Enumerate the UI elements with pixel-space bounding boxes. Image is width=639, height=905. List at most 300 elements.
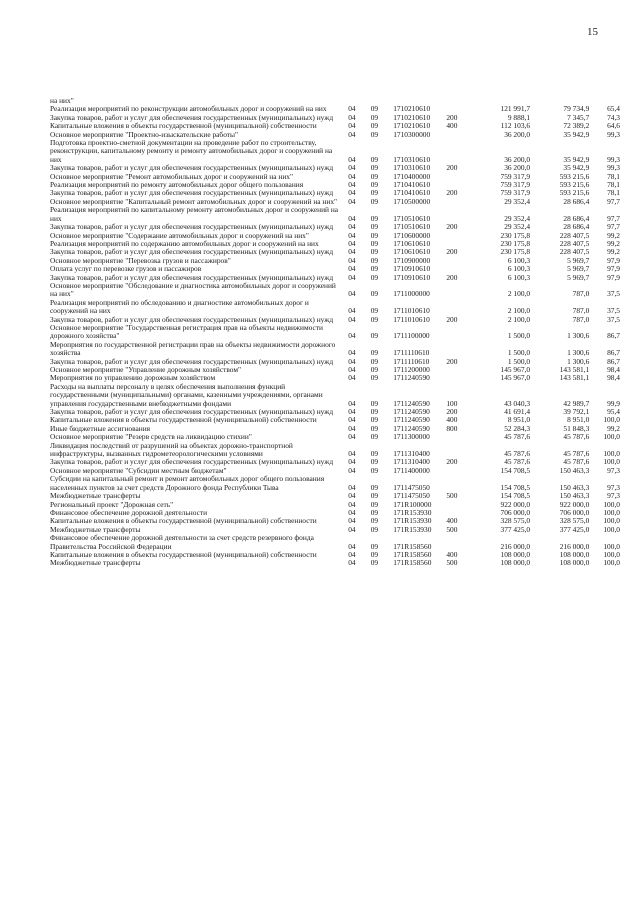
row-target-article-code: 1711110610 bbox=[393, 356, 430, 366]
row-expense-type-code: 200 bbox=[446, 222, 458, 232]
row-planned-amount: 154 708,5 bbox=[500, 491, 531, 501]
row-subsection-code: 09 bbox=[370, 482, 379, 492]
row-planned-amount: 230 175,8 bbox=[500, 238, 531, 248]
row-description: Закупка товаров, работ и услуг для обеспечения государственных (муниципальных) нужд bbox=[50, 272, 334, 282]
row-execution-percent: 98,4 bbox=[607, 373, 620, 383]
row-execution-percent: 97,7 bbox=[607, 196, 620, 206]
row-execution-percent: 100,0 bbox=[603, 449, 620, 459]
row-section-code: 04 bbox=[348, 491, 356, 501]
row-section-code: 04 bbox=[348, 373, 356, 383]
row-subsection-code: 09 bbox=[370, 365, 379, 374]
row-subsection-code: 09 bbox=[370, 222, 379, 232]
table-row bbox=[50, 299, 620, 316]
row-target-article-code: 1710500000 bbox=[393, 196, 431, 206]
row-executed-amount: 787,0 bbox=[572, 314, 590, 324]
row-planned-amount: 8 951,0 bbox=[507, 415, 531, 425]
row-executed-amount: 787,0 bbox=[572, 306, 590, 316]
row-description: Иные бюджетные ассигнования bbox=[50, 423, 151, 433]
row-target-article-code: 1710610610 bbox=[393, 247, 431, 257]
row-expense-type-code: 400 bbox=[446, 516, 458, 526]
row-subsection-code: 09 bbox=[370, 230, 379, 240]
row-description: Капитальные вложения в объекты государственной (муниципальной) собственности bbox=[50, 549, 317, 559]
row-execution-percent: 100,0 bbox=[603, 516, 620, 526]
row-subsection-code: 09 bbox=[370, 356, 379, 366]
row-section-code: 04 bbox=[348, 507, 356, 517]
row-executed-amount: 150 463,3 bbox=[559, 491, 590, 501]
row-planned-amount: 145 967,0 bbox=[500, 373, 531, 383]
row-target-article-code: 1711310400 bbox=[393, 449, 430, 459]
row-target-article-code: 1711110610 bbox=[393, 348, 430, 358]
row-subsection-code: 09 bbox=[370, 264, 379, 274]
row-expense-type-code: 200 bbox=[446, 272, 458, 282]
row-description: Закупка товаров, работ и услуг для обеспечения государственных (муниципальных) нужд bbox=[50, 222, 334, 232]
row-section-code: 04 bbox=[348, 331, 356, 341]
row-executed-amount: 45 787,6 bbox=[563, 457, 590, 467]
row-target-article-code: 1711475050 bbox=[393, 491, 430, 501]
row-expense-type-code bbox=[446, 299, 471, 316]
row-description: Капитальные вложения в объекты государственной (муниципальной) собственности bbox=[50, 415, 317, 425]
row-planned-amount: 230 175,8 bbox=[500, 230, 531, 240]
row-expense-type-code bbox=[446, 433, 471, 441]
table-row bbox=[50, 341, 620, 358]
row-executed-amount: 1 300,6 bbox=[567, 331, 590, 341]
row-section-code: 04 bbox=[348, 272, 356, 282]
row-planned-amount: 2 100,0 bbox=[507, 314, 531, 324]
row-planned-amount: 43 040,3 bbox=[504, 398, 531, 408]
row-description: Капитальные вложения в объекты государственной (муниципальной) собственности bbox=[50, 121, 317, 131]
row-expense-type-code: 200 bbox=[446, 247, 458, 257]
row-planned-amount: 216 000,0 bbox=[500, 541, 531, 551]
row-planned-amount: 759 317,9 bbox=[500, 180, 531, 190]
row-subsection-code: 09 bbox=[370, 423, 379, 433]
row-execution-percent: 97,7 bbox=[607, 222, 620, 232]
row-description: Закупка товаров, работ и услуг для обеспечения государственных (муниципальных) нужд bbox=[50, 188, 334, 198]
row-section-code: 04 bbox=[348, 516, 356, 526]
row-executed-amount: 108 000,0 bbox=[559, 558, 590, 568]
row-subsection-code: 09 bbox=[370, 289, 379, 299]
row-description: Закупка товаров, работ и услуг для обеспечения государственных (муниципальных) нужд bbox=[50, 247, 334, 257]
row-planned-amount: 2 100,0 bbox=[507, 306, 531, 316]
row-description: Основное мероприятие "Управление дорожным хозяйством" bbox=[50, 365, 242, 374]
row-subsection-code: 09 bbox=[370, 306, 379, 316]
row-planned-amount: 377 425,0 bbox=[500, 524, 531, 534]
row-planned-amount: 706 000,0 bbox=[500, 507, 531, 517]
row-expense-type-code: 200 bbox=[446, 112, 458, 122]
row-subsection-code: 09 bbox=[370, 331, 379, 341]
row-executed-amount: 35 942,9 bbox=[563, 129, 590, 139]
row-executed-amount: 593 215,6 bbox=[559, 171, 590, 181]
row-planned-amount: 6 100,3 bbox=[507, 264, 531, 274]
table-row bbox=[50, 383, 620, 408]
row-subsection-code: 09 bbox=[370, 188, 379, 198]
row-section-code: 04 bbox=[348, 247, 356, 257]
row-executed-amount: 593 215,6 bbox=[559, 180, 590, 190]
row-section-code: 04 bbox=[348, 306, 356, 316]
row-expense-type-code: 500 bbox=[446, 558, 458, 568]
row-subsection-code: 09 bbox=[370, 516, 379, 526]
row-expense-type-code bbox=[446, 173, 471, 181]
row-target-article-code: 1710510610 bbox=[393, 213, 431, 223]
row-execution-percent: 100,0 bbox=[603, 507, 620, 517]
row-target-article-code: 1710310610 bbox=[393, 154, 431, 164]
row-section-code: 04 bbox=[348, 465, 356, 475]
row-section-code: 04 bbox=[348, 356, 356, 366]
row-subsection-code: 09 bbox=[370, 558, 379, 568]
row-executed-amount: 216 000,0 bbox=[559, 541, 590, 551]
row-expense-type-code: 500 bbox=[446, 524, 458, 534]
row-section-code: 04 bbox=[348, 398, 356, 408]
row-executed-amount: 28 686,4 bbox=[563, 222, 590, 232]
row-executed-amount: 35 942,9 bbox=[563, 163, 590, 173]
row-expense-type-code bbox=[446, 534, 471, 551]
row-planned-amount: 1 500,0 bbox=[507, 356, 531, 366]
row-target-article-code: 1710910610 bbox=[393, 264, 431, 274]
row-description: Основное мероприятие "Обследование и диагностика автомобильных дорог и сооружений на них" bbox=[50, 280, 336, 299]
row-execution-percent: 74,3 bbox=[607, 112, 620, 122]
row-expense-type-code bbox=[446, 206, 471, 223]
row-target-article-code: 1710600000 bbox=[393, 230, 431, 240]
row-execution-percent: 64,6 bbox=[607, 121, 620, 131]
row-execution-percent: 97,3 bbox=[607, 491, 620, 501]
row-planned-amount: 29 352,4 bbox=[504, 213, 531, 223]
row-target-article-code: 1710210610 bbox=[393, 104, 431, 114]
row-subsection-code: 09 bbox=[370, 213, 379, 223]
row-expense-type-code bbox=[446, 198, 471, 206]
row-execution-percent: 100,0 bbox=[603, 558, 620, 568]
row-target-article-code: 1710610610 bbox=[393, 238, 431, 248]
row-planned-amount: 41 691,4 bbox=[504, 407, 531, 417]
row-section-code: 04 bbox=[348, 188, 356, 198]
row-section-code: 04 bbox=[348, 499, 356, 509]
row-execution-percent: 100,0 bbox=[603, 415, 620, 425]
budget-table bbox=[50, 97, 620, 568]
row-expense-type-code bbox=[446, 442, 471, 459]
row-executed-amount: 377 425,0 bbox=[559, 524, 590, 534]
row-subsection-code: 09 bbox=[370, 272, 379, 282]
row-target-article-code: 1710910610 bbox=[393, 272, 431, 282]
row-description: Ликвидация последствий от разрушений на объектах дорожно-транспортной инфраструктуры, вызванных гидрометеорологическими условиями bbox=[50, 440, 293, 459]
row-description: Межбюджетные трансферты bbox=[50, 491, 141, 501]
row-description: Реализация мероприятий по содержанию автомобильных дорог и сооружений на них bbox=[50, 238, 319, 248]
row-target-article-code: 171R153930 bbox=[393, 516, 432, 526]
row-description: Субсидии на капитальный ремонт и ремонт автомобильных дорог общего пользования населенных пунктов за счет средств Дорожного фонда Республики Тыва bbox=[50, 474, 325, 492]
row-expense-type-code bbox=[446, 324, 471, 341]
row-description: Основное мероприятие "Государственная регистрация прав на объекты недвижимости дорожного хозяйства" bbox=[50, 322, 324, 341]
row-section-code: 04 bbox=[348, 129, 356, 139]
row-planned-amount: 2 100,0 bbox=[507, 289, 531, 299]
row-target-article-code: 1710400000 bbox=[393, 171, 431, 181]
row-execution-percent: 37,5 bbox=[607, 289, 620, 299]
table-row bbox=[50, 282, 620, 299]
row-section-code: 04 bbox=[348, 365, 356, 374]
row-planned-amount: 6 100,3 bbox=[507, 255, 531, 265]
row-description: Основное мероприятие "Содержание автомобильных дорог и сооружений на них" bbox=[50, 230, 309, 240]
row-description: Капитальные вложения в объекты государственной (муниципальной) собственности bbox=[50, 516, 317, 526]
row-section-code: 04 bbox=[348, 558, 356, 568]
row-execution-percent: 78,1 bbox=[607, 171, 620, 181]
row-expense-type-code bbox=[446, 467, 471, 475]
row-section-code: 04 bbox=[348, 423, 356, 433]
row-execution-percent: 86,7 bbox=[607, 348, 620, 358]
row-executed-amount: 51 848,3 bbox=[563, 423, 590, 433]
row-executed-amount: 328 575,0 bbox=[559, 516, 590, 526]
row-subsection-code: 09 bbox=[370, 398, 379, 408]
row-expense-type-code bbox=[446, 341, 471, 358]
row-executed-amount: 8 951,0 bbox=[567, 415, 590, 425]
row-section-code: 04 bbox=[348, 264, 356, 274]
row-execution-percent: 99,2 bbox=[607, 238, 620, 248]
row-section-code: 04 bbox=[348, 171, 356, 181]
row-expense-type-code: 200 bbox=[446, 457, 458, 467]
row-execution-percent: 99,3 bbox=[607, 163, 620, 173]
row-section-code: 04 bbox=[348, 222, 356, 232]
row-section-code: 04 bbox=[348, 104, 356, 114]
row-target-article-code: 1711010610 bbox=[393, 306, 430, 316]
row-subsection-code: 09 bbox=[370, 163, 379, 173]
row-planned-amount: 1 500,0 bbox=[507, 331, 531, 341]
row-executed-amount: 228 407,5 bbox=[559, 230, 590, 240]
row-subsection-code: 09 bbox=[370, 129, 379, 139]
row-subsection-code: 09 bbox=[370, 348, 379, 358]
row-section-code: 04 bbox=[348, 112, 356, 122]
row-execution-percent: 78,1 bbox=[607, 180, 620, 190]
row-description: на них" bbox=[50, 96, 74, 105]
row-subsection-code: 09 bbox=[370, 524, 379, 534]
row-planned-amount: 9 888,1 bbox=[507, 112, 531, 122]
row-executed-amount: 1 300,6 bbox=[567, 348, 590, 358]
row-planned-amount: 45 787,6 bbox=[504, 457, 531, 467]
row-target-article-code: 1711200000 bbox=[393, 365, 430, 374]
row-description: Мероприятия по государственной регистрации прав на объекты недвижимости дорожного хозяйства bbox=[50, 339, 336, 358]
row-section-code: 04 bbox=[348, 255, 356, 265]
row-subsection-code: 09 bbox=[370, 112, 379, 122]
row-planned-amount: 112 103,6 bbox=[500, 121, 531, 131]
row-section-code: 04 bbox=[348, 541, 356, 551]
row-section-code: 04 bbox=[348, 163, 356, 173]
row-subsection-code: 09 bbox=[370, 415, 379, 425]
row-execution-percent: 99,2 bbox=[607, 230, 620, 240]
row-expense-type-code: 200 bbox=[446, 314, 458, 324]
row-subsection-code: 09 bbox=[370, 171, 379, 181]
row-description: Закупка товаров, работ и услуг для обеспечения государственных (муниципальных) нужд bbox=[50, 112, 334, 122]
row-section-code: 04 bbox=[348, 415, 356, 425]
row-section-code: 04 bbox=[348, 230, 356, 240]
row-planned-amount: 45 787,6 bbox=[504, 432, 531, 442]
row-section-code: 04 bbox=[348, 407, 356, 417]
row-description: Реализация мероприятий по обследованию и диагностике автомобильных дорог и сооружений на них bbox=[50, 297, 309, 316]
row-execution-percent: 98,4 bbox=[607, 365, 620, 374]
row-execution-percent: 37,5 bbox=[607, 306, 620, 316]
table-row bbox=[50, 324, 620, 341]
row-subsection-code: 09 bbox=[370, 373, 379, 383]
row-executed-amount: 787,0 bbox=[572, 289, 590, 299]
row-target-article-code: 1711400000 bbox=[393, 465, 430, 475]
row-execution-percent: 99,2 bbox=[607, 423, 620, 433]
budget-table-body bbox=[50, 97, 620, 568]
row-subsection-code: 09 bbox=[370, 238, 379, 248]
row-target-article-code: 1711310400 bbox=[393, 457, 430, 467]
row-planned-amount: 52 284,3 bbox=[504, 423, 531, 433]
row-target-article-code: 1711240590 bbox=[393, 398, 430, 408]
row-subsection-code: 09 bbox=[370, 507, 379, 517]
row-execution-percent: 99,2 bbox=[607, 247, 620, 257]
row-target-article-code: 1711300000 bbox=[393, 432, 430, 442]
row-target-article-code: 1711475050 bbox=[393, 482, 430, 492]
row-execution-percent: 97,3 bbox=[607, 465, 620, 475]
row-target-article-code: 1710210610 bbox=[393, 121, 431, 131]
row-description: Основное мероприятие "Проектно-изыскательские работы" bbox=[50, 129, 238, 139]
row-planned-amount: 45 787,6 bbox=[504, 449, 531, 459]
row-description: Финансовое обеспечение дорожной деятельности bbox=[50, 507, 208, 517]
row-execution-percent: 100,0 bbox=[603, 549, 620, 559]
row-target-article-code: 1711240590 bbox=[393, 373, 430, 383]
row-target-article-code: 1710410610 bbox=[393, 180, 431, 190]
row-section-code: 04 bbox=[348, 180, 356, 190]
row-subsection-code: 09 bbox=[370, 541, 379, 551]
row-expense-type-code bbox=[446, 475, 471, 492]
row-execution-percent: 37,5 bbox=[607, 314, 620, 324]
row-expense-type-code bbox=[446, 139, 471, 164]
row-target-article-code: 171R158560 bbox=[393, 541, 432, 551]
row-subsection-code: 09 bbox=[370, 314, 379, 324]
row-planned-amount: 154 708,5 bbox=[500, 465, 531, 475]
row-planned-amount: 154 708,5 bbox=[500, 482, 531, 492]
row-execution-percent: 99,3 bbox=[607, 129, 620, 139]
row-target-article-code: 171R100000 bbox=[393, 499, 432, 509]
row-description: Реализация мероприятий по реконструкции автомобильных дорог и сооружений на них bbox=[50, 104, 327, 114]
row-description: Региональный проект "Дорожная сеть" bbox=[50, 499, 174, 509]
row-description: Оплата услуг по перевозке грузов и пассажиров bbox=[50, 264, 202, 274]
row-execution-percent: 97,3 bbox=[607, 482, 620, 492]
row-description: Закупка товаров, работ и услуг для обеспечения государственных (муниципальных) нужд bbox=[50, 163, 334, 173]
row-target-article-code: 171R158560 bbox=[393, 558, 432, 568]
row-planned-amount: 328 575,0 bbox=[500, 516, 531, 526]
row-description: Подготовка проектно-сметной документации на проведение работ по строительству, реконструкции, капитальному ремонту и ремонту автомобильных дорог и сооружений на них bbox=[50, 138, 333, 164]
table-row bbox=[50, 442, 620, 459]
row-description: Основное мероприятие "Резерв средств на ликвидацию стихии" bbox=[50, 432, 252, 442]
row-description: Закупка товаров, работ и услуг для обеспечения государственных (муниципальных) нужд bbox=[50, 314, 334, 324]
row-expense-type-code bbox=[446, 282, 471, 299]
row-target-article-code: 1710410610 bbox=[393, 188, 431, 198]
table-row bbox=[50, 139, 620, 164]
row-section-code: 04 bbox=[348, 238, 356, 248]
row-execution-percent: 99,9 bbox=[607, 398, 620, 408]
row-subsection-code: 09 bbox=[370, 255, 379, 265]
row-description: Основное мероприятие "Перевозка грузов и пассажиров" bbox=[50, 255, 231, 265]
row-execution-percent: 97,7 bbox=[607, 213, 620, 223]
row-section-code: 04 bbox=[348, 314, 356, 324]
row-target-article-code: 1711240590 bbox=[393, 415, 430, 425]
row-executed-amount: 39 792,1 bbox=[563, 407, 590, 417]
row-expense-type-code: 400 bbox=[446, 415, 458, 425]
row-planned-amount: 36 200,0 bbox=[504, 129, 531, 139]
row-subsection-code: 09 bbox=[370, 449, 379, 459]
row-description: Основное мероприятие "Субсидии местным бюджетам" bbox=[50, 465, 227, 475]
row-execution-percent: 97,9 bbox=[607, 255, 620, 265]
row-executed-amount: 35 942,9 bbox=[563, 154, 590, 164]
row-description: Расходы на выплаты персоналу в целях обеспечения выполнения функций государственными (муниципальными) органами, казенными учреждениями, органами управления государственными внебюджетными фондами bbox=[50, 381, 323, 408]
row-target-article-code: 171R158560 bbox=[393, 549, 432, 559]
row-execution-percent: 100,0 bbox=[603, 541, 620, 551]
row-planned-amount: 759 317,9 bbox=[500, 171, 531, 181]
row-executed-amount: 593 215,6 bbox=[559, 188, 590, 198]
row-planned-amount: 108 000,0 bbox=[500, 558, 531, 568]
row-section-code: 04 bbox=[348, 524, 356, 534]
page-number: 15 bbox=[587, 26, 598, 38]
row-execution-percent: 100,0 bbox=[603, 457, 620, 467]
row-target-article-code: 171R153930 bbox=[393, 524, 432, 534]
row-subsection-code: 09 bbox=[370, 465, 379, 475]
row-planned-amount: 230 175,8 bbox=[500, 247, 531, 257]
row-expense-type-code bbox=[446, 131, 471, 139]
row-section-code: 04 bbox=[348, 549, 356, 559]
row-description: Межбюджетные трансферты bbox=[50, 558, 141, 568]
row-executed-amount: 150 463,3 bbox=[559, 465, 590, 475]
row-expense-type-code bbox=[446, 374, 471, 382]
row-executed-amount: 143 581,1 bbox=[559, 365, 590, 374]
row-subsection-code: 09 bbox=[370, 180, 379, 190]
row-description: Закупка товаров, работ и услуг для обеспечения государственных (муниципальных) нужд bbox=[50, 407, 334, 417]
row-planned-amount: 29 352,4 bbox=[504, 222, 531, 232]
row-execution-percent: 100,0 bbox=[603, 524, 620, 534]
row-target-article-code: 1711240590 bbox=[393, 407, 430, 417]
row-executed-amount: 150 463,3 bbox=[559, 482, 590, 492]
row-section-code: 04 bbox=[348, 449, 356, 459]
row-target-article-code: 1711240590 bbox=[393, 423, 430, 433]
table-row bbox=[50, 475, 620, 492]
row-target-article-code: 1710510610 bbox=[393, 222, 431, 232]
row-expense-type-code bbox=[446, 366, 471, 374]
row-execution-percent: 100,0 bbox=[603, 432, 620, 442]
row-expense-type-code: 200 bbox=[446, 356, 458, 366]
row-description: Реализация мероприятий по капитальному ремонту автомобильных дорог и сооружений на них bbox=[50, 205, 339, 223]
row-planned-amount: 1 500,0 bbox=[507, 348, 531, 358]
row-section-code: 04 bbox=[348, 154, 356, 164]
row-expense-type-code: 200 bbox=[446, 188, 458, 198]
row-section-code: 04 bbox=[348, 482, 356, 492]
row-planned-amount: 36 200,0 bbox=[504, 163, 531, 173]
row-execution-percent: 86,7 bbox=[607, 331, 620, 341]
row-expense-type-code: 100 bbox=[446, 398, 458, 408]
row-executed-amount: 1 300,6 bbox=[567, 356, 590, 366]
row-target-article-code: 1711000000 bbox=[393, 289, 430, 299]
row-executed-amount: 5 969,7 bbox=[567, 264, 590, 274]
row-subsection-code: 09 bbox=[370, 499, 379, 509]
row-executed-amount: 228 407,5 bbox=[559, 238, 590, 248]
row-section-code: 04 bbox=[348, 289, 356, 299]
row-execution-percent: 100,0 bbox=[603, 499, 620, 509]
row-planned-amount: 145 967,0 bbox=[500, 365, 531, 374]
row-execution-percent: 65,4 bbox=[607, 104, 620, 114]
row-executed-amount: 143 581,1 bbox=[559, 373, 590, 383]
row-executed-amount: 72 389,2 bbox=[563, 121, 590, 131]
row-execution-percent: 78,1 bbox=[607, 188, 620, 198]
table-row bbox=[50, 534, 620, 551]
row-expense-type-code bbox=[446, 232, 471, 240]
row-target-article-code: 1710310610 bbox=[393, 163, 431, 173]
row-subsection-code: 09 bbox=[370, 154, 379, 164]
row-planned-amount: 922 000,0 bbox=[500, 499, 531, 509]
row-executed-amount: 228 407,5 bbox=[559, 247, 590, 257]
row-executed-amount: 28 686,4 bbox=[563, 213, 590, 223]
row-description: Межбюджетные трансферты bbox=[50, 524, 141, 534]
row-execution-percent: 97,9 bbox=[607, 264, 620, 274]
row-expense-type-code bbox=[446, 97, 471, 105]
row-section-code: 04 bbox=[348, 348, 356, 358]
row-subsection-code: 09 bbox=[370, 549, 379, 559]
row-expense-type-code bbox=[446, 257, 471, 265]
row-execution-percent: 86,7 bbox=[607, 356, 620, 366]
